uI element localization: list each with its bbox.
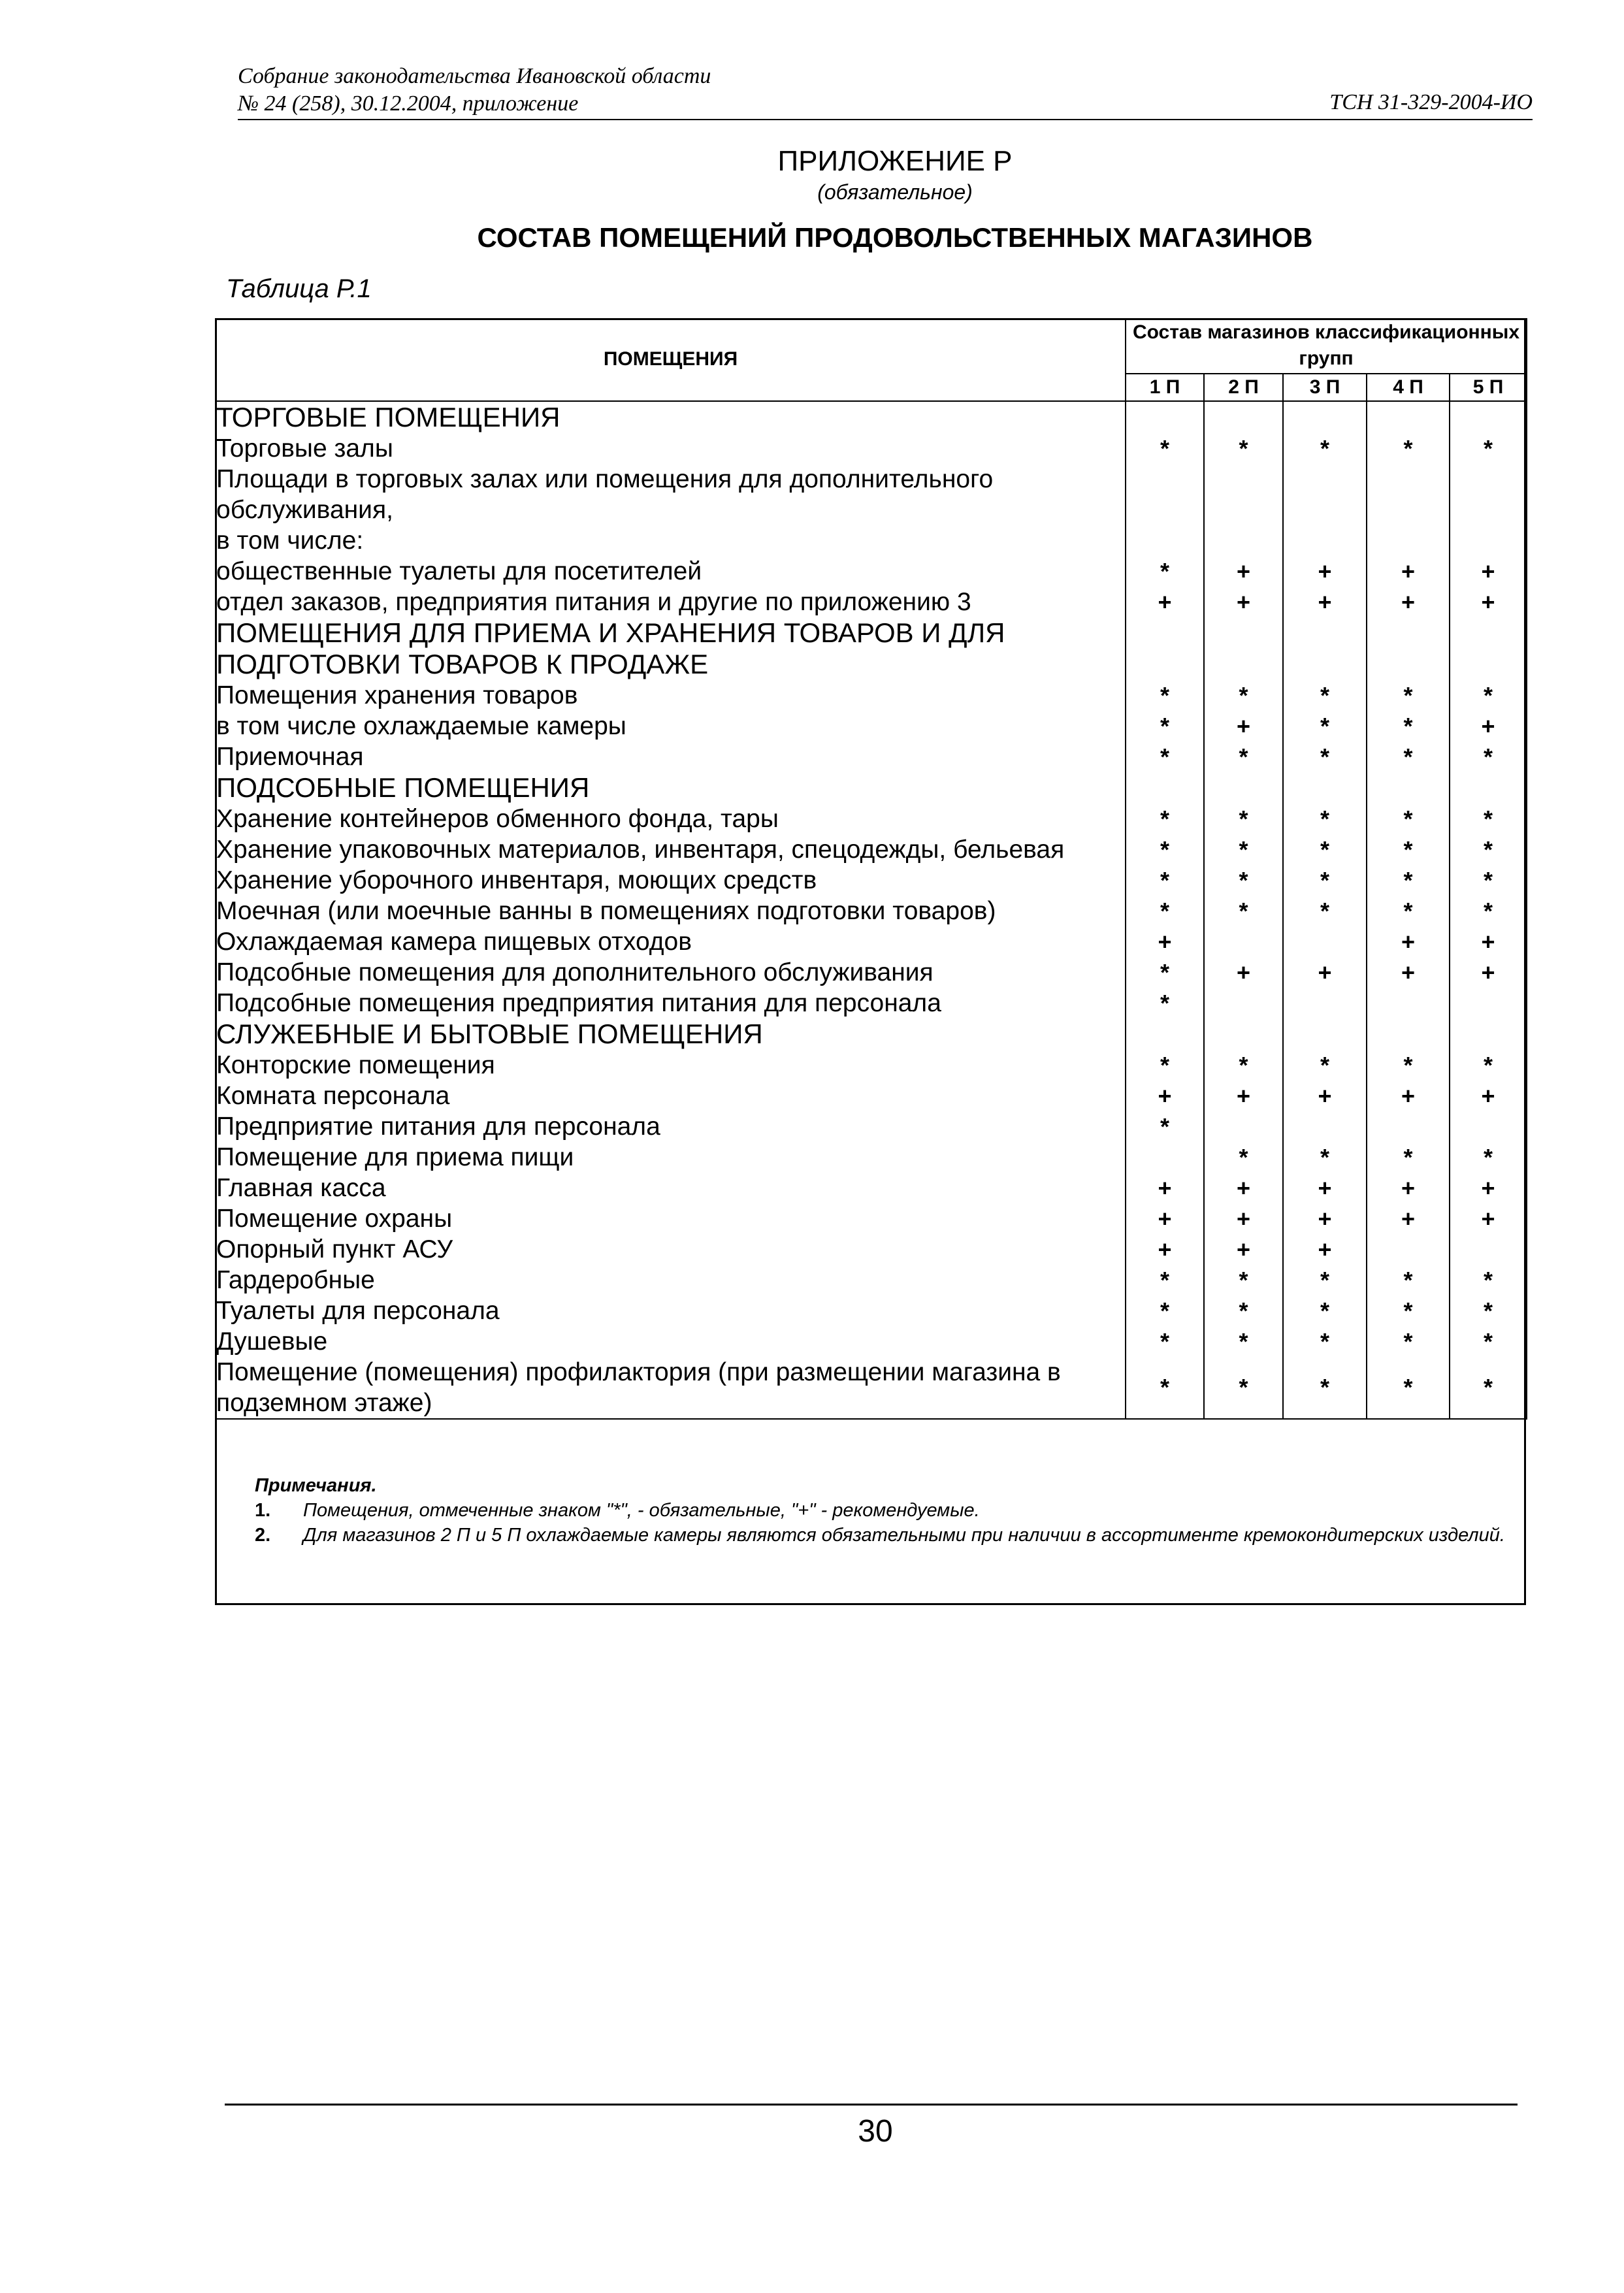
mark-cell — [1283, 1111, 1367, 1142]
mark-cell: * — [1283, 896, 1367, 926]
mark-cell: * — [1367, 804, 1450, 834]
note-number: 2. — [255, 1525, 271, 1546]
mark-cell: * — [1283, 834, 1367, 865]
mark-cell — [1367, 401, 1450, 433]
mark-cell — [1450, 988, 1527, 1018]
mark-cell: + — [1367, 1081, 1450, 1111]
table-row — [216, 1050, 1527, 1081]
mark-cell — [1126, 1018, 1204, 1050]
mark-cell: + — [1450, 926, 1527, 957]
mark-cell: + — [1450, 1173, 1527, 1203]
mark-cell — [1283, 926, 1367, 957]
mark-cell: * — [1450, 1357, 1527, 1419]
footer-divider — [225, 2104, 1518, 2106]
mark-cell: * — [1126, 556, 1204, 587]
mark-cell: * — [1367, 865, 1450, 896]
table-caption: Таблица Р.1 — [226, 274, 372, 303]
mark-cell — [1450, 464, 1527, 525]
mark-cell: * — [1367, 741, 1450, 772]
table-row — [216, 896, 1527, 926]
room-label: Хранение контейнеров обменного фонда, тары — [216, 804, 1126, 834]
mark-cell: + — [1204, 1203, 1283, 1234]
table-row — [216, 464, 1527, 525]
mark-cell: * — [1204, 1295, 1283, 1326]
mark-cell: + — [1283, 1234, 1367, 1265]
note-text: Для магазинов 2 П и 5 П охлаждаемые камеры являются обязательными при наличии в ассортименте кремокондитерских изделий. — [303, 1525, 1505, 1546]
mark-cell: * — [1450, 680, 1527, 711]
mark-cell: * — [1126, 1111, 1204, 1142]
mark-cell: * — [1283, 1326, 1367, 1357]
publication-title: Собрание законодательства Ивановской области — [238, 64, 711, 88]
mark-cell: * — [1283, 1050, 1367, 1081]
mark-cell: * — [1367, 711, 1450, 741]
mark-cell: + — [1450, 957, 1527, 988]
mark-cell: * — [1126, 1295, 1204, 1326]
table-row — [216, 1326, 1527, 1357]
mark-cell: * — [1204, 834, 1283, 865]
mark-cell: * — [1367, 1326, 1450, 1357]
mark-cell: * — [1367, 1357, 1450, 1419]
mark-cell: + — [1126, 1203, 1204, 1234]
mark-cell — [1450, 1018, 1527, 1050]
room-label: Помещения хранения товаров — [216, 680, 1126, 711]
header-groups: Состав магазинов классификационных групп — [1126, 318, 1527, 374]
mark-cell: + — [1204, 957, 1283, 988]
room-label: Комната персонала — [216, 1081, 1126, 1111]
room-label: Приемочная — [216, 741, 1126, 772]
mark-cell: * — [1283, 433, 1367, 464]
section-label: СЛУЖЕБНЫЕ И БЫТОВЫЕ ПОМЕЩЕНИЯ — [216, 1018, 1126, 1050]
notes-title: Примечания. — [255, 1475, 377, 1496]
mark-cell — [1204, 525, 1283, 556]
mark-cell: + — [1450, 587, 1527, 617]
table-row — [216, 957, 1527, 988]
mark-cell: * — [1450, 1050, 1527, 1081]
mark-cell — [1283, 464, 1367, 525]
mark-cell — [1450, 1111, 1527, 1142]
mark-cell: + — [1204, 1081, 1283, 1111]
mark-cell: * — [1126, 1357, 1204, 1419]
mark-cell: * — [1283, 865, 1367, 896]
mark-cell: * — [1450, 834, 1527, 865]
mark-cell: * — [1126, 1326, 1204, 1357]
mark-cell: * — [1450, 804, 1527, 834]
mark-cell: * — [1367, 1050, 1450, 1081]
mark-cell: + — [1283, 957, 1367, 988]
mark-cell — [1126, 1142, 1204, 1173]
mark-cell: + — [1126, 1081, 1204, 1111]
appendix-title: ПРИЛОЖЕНИЕ Р — [777, 145, 1013, 177]
rooms-table — [215, 318, 1527, 1420]
mark-cell: * — [1204, 1357, 1283, 1419]
mark-cell: * — [1204, 1050, 1283, 1081]
mark-cell: + — [1450, 1203, 1527, 1234]
mark-cell: + — [1204, 1173, 1283, 1203]
mark-cell: + — [1367, 957, 1450, 988]
mark-cell: * — [1283, 711, 1367, 741]
room-label: Торговые залы — [216, 433, 1126, 464]
mark-cell: + — [1367, 556, 1450, 587]
room-label: Главная касса — [216, 1173, 1126, 1203]
room-label: в том числе: — [216, 525, 1126, 556]
table-row — [216, 834, 1527, 865]
mark-cell: * — [1126, 711, 1204, 741]
note-item — [255, 1498, 1522, 1523]
section-row — [216, 772, 1527, 804]
mark-cell: + — [1283, 1173, 1367, 1203]
mark-cell: * — [1450, 741, 1527, 772]
mark-cell: + — [1450, 711, 1527, 741]
mark-cell: + — [1450, 1081, 1527, 1111]
section-label: ПОДСОБНЫЕ ПОМЕЩЕНИЯ — [216, 772, 1126, 804]
mark-cell: + — [1367, 1203, 1450, 1234]
mark-cell — [1126, 464, 1204, 525]
room-label: Охлаждаемая камера пищевых отходов — [216, 926, 1126, 957]
mark-cell — [1450, 525, 1527, 556]
mark-cell: * — [1126, 1265, 1204, 1295]
mark-cell — [1367, 1111, 1450, 1142]
room-label: Моечная (или моечные ванны в помещениях подготовки товаров) — [216, 896, 1126, 926]
mark-cell: * — [1450, 1265, 1527, 1295]
mark-cell: + — [1367, 1173, 1450, 1203]
mark-cell: * — [1367, 433, 1450, 464]
mark-cell: + — [1204, 1234, 1283, 1265]
section-label: ТОРГОВЫЕ ПОМЕЩЕНИЯ — [216, 401, 1126, 433]
column-header: 1 П — [1126, 374, 1204, 401]
mark-cell: * — [1204, 1326, 1283, 1357]
table-row — [216, 1081, 1527, 1111]
mark-cell: * — [1204, 1142, 1283, 1173]
table-row — [216, 865, 1527, 896]
mark-cell — [1283, 617, 1367, 680]
mark-cell — [1283, 1018, 1367, 1050]
mark-cell: * — [1126, 865, 1204, 896]
column-header: 3 П — [1283, 374, 1367, 401]
mark-cell: * — [1283, 1142, 1367, 1173]
mark-cell: * — [1204, 804, 1283, 834]
table-row — [216, 556, 1527, 587]
room-label: Подсобные помещения для дополнительного обслуживания — [216, 957, 1126, 988]
standard-code: ТСН 31-329-2004-ИО — [1329, 90, 1533, 114]
mark-cell — [1204, 1018, 1283, 1050]
mark-cell: + — [1283, 587, 1367, 617]
table-row — [216, 926, 1527, 957]
room-label: Помещение (помещения) профилактория (при размещении магазина в подземном этаже) — [216, 1357, 1126, 1419]
mark-cell: * — [1283, 1295, 1367, 1326]
mark-cell: * — [1450, 1142, 1527, 1173]
mark-cell: + — [1204, 711, 1283, 741]
mark-cell — [1204, 772, 1283, 804]
mark-cell: * — [1283, 680, 1367, 711]
mark-cell: * — [1367, 1265, 1450, 1295]
mark-cell — [1450, 1234, 1527, 1265]
mark-cell — [1204, 617, 1283, 680]
table-row — [216, 1234, 1527, 1265]
mark-cell: * — [1450, 433, 1527, 464]
room-label: Хранение уборочного инвентаря, моющих средств — [216, 865, 1126, 896]
table-row — [216, 680, 1527, 711]
notes — [255, 1473, 1522, 1548]
appendix-subtitle: (обязательное) — [817, 180, 973, 204]
room-label: общественные туалеты для посетителей — [216, 556, 1126, 587]
mark-cell — [1283, 525, 1367, 556]
mark-cell: + — [1283, 1081, 1367, 1111]
mark-cell: * — [1367, 896, 1450, 926]
mark-cell — [1367, 525, 1450, 556]
mark-cell — [1450, 617, 1527, 680]
mark-cell: * — [1367, 680, 1450, 711]
publication-header — [238, 63, 711, 118]
mark-cell: * — [1204, 680, 1283, 711]
mark-cell — [1367, 772, 1450, 804]
mark-cell: + — [1126, 1234, 1204, 1265]
table-row — [216, 1265, 1527, 1295]
table-row — [216, 741, 1527, 772]
header-rooms: ПОМЕЩЕНИЯ — [216, 318, 1126, 401]
table-row — [216, 1142, 1527, 1173]
room-label: Конторские помещения — [216, 1050, 1126, 1081]
table-row — [216, 1173, 1527, 1203]
mark-cell: * — [1283, 1265, 1367, 1295]
mark-cell: * — [1126, 741, 1204, 772]
section-row — [216, 401, 1527, 433]
mark-cell: + — [1126, 587, 1204, 617]
mark-cell: * — [1204, 865, 1283, 896]
room-label: Хранение упаковочных материалов, инвентаря, спецодежды, бельевая — [216, 834, 1126, 865]
room-label: Душевые — [216, 1326, 1126, 1357]
table-row — [216, 525, 1527, 556]
mark-cell — [1367, 464, 1450, 525]
mark-cell: * — [1126, 433, 1204, 464]
mark-cell — [1126, 772, 1204, 804]
table-row — [216, 1357, 1527, 1419]
room-label: Площади в торговых залах или помещения для дополнительного обслуживания, — [216, 464, 1126, 525]
mark-cell — [1283, 401, 1367, 433]
column-header: 4 П — [1367, 374, 1450, 401]
mark-cell: + — [1367, 587, 1450, 617]
header-divider — [238, 119, 1533, 120]
mark-cell: * — [1367, 834, 1450, 865]
table-row — [216, 988, 1527, 1018]
mark-cell: + — [1204, 587, 1283, 617]
column-header: 2 П — [1204, 374, 1283, 401]
mark-cell — [1367, 617, 1450, 680]
mark-cell: * — [1126, 804, 1204, 834]
table-row — [216, 804, 1527, 834]
mark-cell — [1204, 988, 1283, 1018]
mark-cell: * — [1367, 1295, 1450, 1326]
mark-cell — [1204, 1111, 1283, 1142]
document-title: СОСТАВ ПОМЕЩЕНИЙ ПРОДОВОЛЬСТВЕННЫХ МАГАЗИНОВ — [477, 222, 1313, 253]
note-number: 1. — [255, 1500, 271, 1521]
mark-cell — [1126, 617, 1204, 680]
mark-cell: * — [1126, 896, 1204, 926]
room-label: отдел заказов, предприятия питания и другие по приложению 3 — [216, 587, 1126, 617]
mark-cell: + — [1450, 556, 1527, 587]
room-label: Подсобные помещения предприятия питания для персонала — [216, 988, 1126, 1018]
mark-cell — [1204, 464, 1283, 525]
table-row — [216, 711, 1527, 741]
mark-cell — [1204, 401, 1283, 433]
mark-cell: + — [1126, 1173, 1204, 1203]
mark-cell: + — [1283, 1203, 1367, 1234]
mark-cell — [1126, 401, 1204, 433]
mark-cell: * — [1126, 1050, 1204, 1081]
room-label: Предприятие питания для персонала — [216, 1111, 1126, 1142]
mark-cell — [1126, 525, 1204, 556]
mark-cell — [1283, 772, 1367, 804]
mark-cell — [1367, 1234, 1450, 1265]
mark-cell: + — [1367, 926, 1450, 957]
mark-cell: * — [1367, 1142, 1450, 1173]
mark-cell: * — [1204, 1265, 1283, 1295]
table-row — [216, 587, 1527, 617]
mark-cell — [1450, 401, 1527, 433]
section-row — [216, 617, 1527, 680]
section-row — [216, 1018, 1527, 1050]
mark-cell: + — [1126, 926, 1204, 957]
mark-cell — [1367, 988, 1450, 1018]
room-label: Туалеты для персонала — [216, 1295, 1126, 1326]
publication-issue: № 24 (258), 30.12.2004, приложение — [238, 91, 579, 116]
mark-cell: * — [1126, 957, 1204, 988]
mark-cell: * — [1126, 680, 1204, 711]
room-label: Опорный пункт АСУ — [216, 1234, 1126, 1265]
mark-cell: * — [1204, 433, 1283, 464]
room-label: в том числе охлаждаемые камеры — [216, 711, 1126, 741]
mark-cell: * — [1450, 1295, 1527, 1326]
mark-cell: * — [1450, 896, 1527, 926]
room-label: Гардеробные — [216, 1265, 1126, 1295]
mark-cell: * — [1204, 896, 1283, 926]
section-label: ПОМЕЩЕНИЯ ДЛЯ ПРИЕМА И ХРАНЕНИЯ ТОВАРОВ И ДЛЯ ПОДГОТОВКИ ТОВАРОВ К ПРОДАЖЕ — [216, 617, 1126, 680]
table-row — [216, 433, 1527, 464]
table-row — [216, 1111, 1527, 1142]
mark-cell — [1204, 926, 1283, 957]
mark-cell — [1450, 772, 1527, 804]
mark-cell: + — [1283, 556, 1367, 587]
page-number: 30 — [858, 2114, 893, 2149]
mark-cell: * — [1204, 741, 1283, 772]
mark-cell — [1283, 988, 1367, 1018]
mark-cell: * — [1283, 1357, 1367, 1419]
column-header: 5 П — [1450, 374, 1527, 401]
note-text: Помещения, отмеченные знаком "*", - обязательные, "+" - рекомендуемые. — [303, 1500, 980, 1521]
mark-cell: * — [1283, 741, 1367, 772]
table-row — [216, 1203, 1527, 1234]
mark-cell: * — [1126, 834, 1204, 865]
mark-cell: * — [1450, 1326, 1527, 1357]
mark-cell: * — [1126, 988, 1204, 1018]
mark-cell: * — [1450, 865, 1527, 896]
mark-cell: * — [1283, 804, 1367, 834]
table-row — [216, 1295, 1527, 1326]
room-label: Помещение для приема пищи — [216, 1142, 1126, 1173]
mark-cell — [1367, 1018, 1450, 1050]
mark-cell: + — [1204, 556, 1283, 587]
note-item — [255, 1523, 1522, 1548]
room-label: Помещение охраны — [216, 1203, 1126, 1234]
